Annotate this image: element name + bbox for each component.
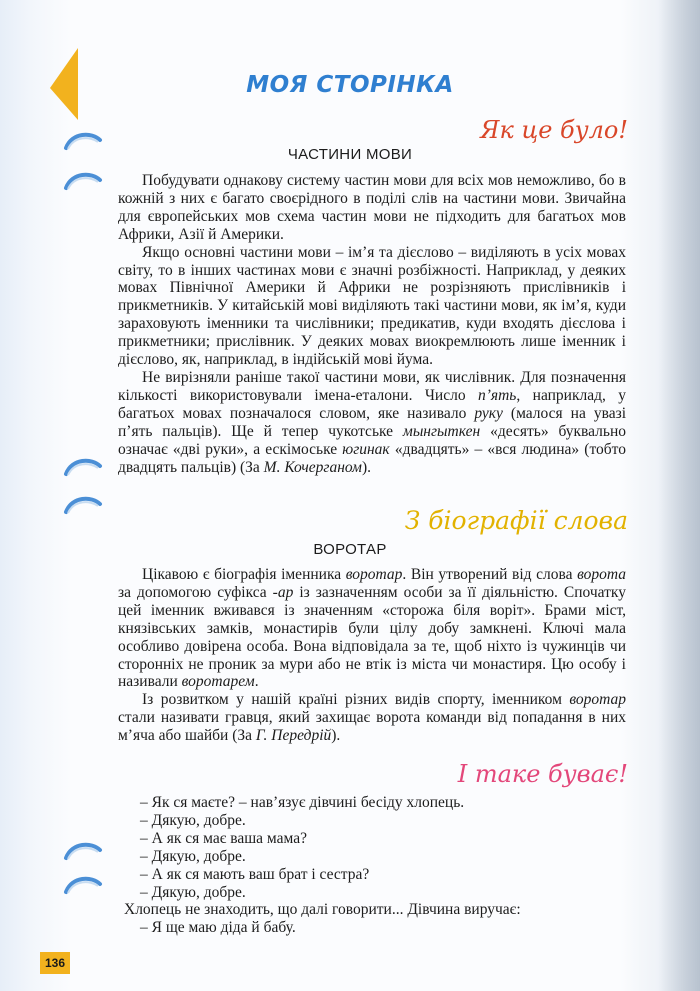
binder-ring-icon: [62, 874, 104, 896]
text-run: .: [254, 673, 259, 691]
dialog-line: Хлопець не знаходить, що далі говорити... Дівчина виручає:: [124, 901, 521, 919]
page-number: 136: [40, 952, 70, 974]
binder-ring-icon: [62, 130, 104, 152]
dialog-line: – Дякую, добре.: [140, 847, 246, 865]
italic-term: югинак: [342, 440, 390, 458]
dialog-line: – Як ся маєте? – нав’язує дівчині бесіду хлопець.: [140, 794, 465, 811]
text-run: Із розвитком у нашій країні різних видів спорту, іменником: [142, 691, 570, 709]
italic-term: воротар: [569, 691, 626, 709]
italic-term: руку: [474, 404, 503, 422]
rubric-it-happens: І таке буває!: [457, 760, 628, 788]
dialog-line: – Дякую, добре.: [140, 811, 246, 829]
text-run: Якщо основні частини мови – ім’я та дієслово – виділяють в усіх мовах світу, то в інших частинах мови є значні розбіжності. Наприклад, у деяких мовах Північної Америки й Африки не розрізняють прислівників і прикметників. У китайській мові виділяють такі частини мови, як ім’я, куди зараховують іменники та числівники; предикатив, куди входять дієслова і прикметники; прислівник. У деяких мовах виокремлюють лише іменник і дієслово, як, наприклад, в індійській мові йума.: [118, 243, 626, 369]
text-run: Побудувати однакову систему частин мови для всіх мов неможливо, бо в кожній з них є багато своєрідного в поділі слів на частини мови. Звичайна для європейських мов схема частин мови не підходить для багатьох мов Африки, Азії й Америки.: [118, 172, 626, 243]
paragraph: [118, 566, 626, 691]
text-run: (малося на увазі п’ять пальців). Ще й тепер чукотське: [118, 404, 627, 440]
text-run: «двадцять» – «вся людина» (тобто двадцять пальців) (За: [118, 440, 626, 476]
text-run: ).: [361, 458, 371, 476]
text-run: Цікавою є біографія іменника: [142, 566, 346, 583]
heading-parts-of-speech: ЧАСТИНИ МОВИ: [287, 146, 413, 163]
text-run: . Він утворений від слова: [402, 566, 578, 583]
rubric-how-it-was: Як це було!: [480, 116, 628, 144]
text-run: , наприклад, у багатьох мовах позначалося словом, яке називало: [118, 386, 627, 422]
italic-term: воротарем: [181, 673, 255, 691]
italic-term: -ар: [272, 583, 294, 601]
heading-goalkeeper: ВОРОТАР: [313, 541, 387, 558]
text-run: за допомогою суфікса: [118, 583, 273, 601]
binder-ring-icon: [62, 456, 104, 478]
italic-term: Г. Передрій: [255, 727, 332, 745]
paragraph: [118, 369, 626, 476]
dialog-line: – А як ся має ваша мама?: [140, 829, 307, 847]
binder-ring-icon: [62, 170, 104, 192]
paragraph: [118, 244, 626, 369]
italic-term: мынгыткен: [402, 422, 481, 440]
italic-term: воротар: [345, 566, 403, 583]
dialog-line: – Я ще маю діда й бабу.: [140, 919, 296, 937]
section-text-goalkeeper: [118, 566, 626, 745]
page-title: МОЯ СТОРІНКА: [246, 72, 454, 98]
text-run: Не вирізняли раніше такої частини мови, як числівник. Для позначення кількості використовували імена-еталони. Число: [118, 368, 626, 404]
dialog-block: [124, 794, 620, 937]
dialog-line: – А як ся мають ваш брат і сестра?: [140, 865, 370, 883]
section-text-parts-of-speech: [118, 172, 626, 476]
italic-term: ворота: [577, 566, 626, 583]
text-run: ).: [331, 727, 341, 745]
dialog-line: – Дякую, добре.: [140, 883, 246, 901]
text-run: «десять» буквально означає «дві руки», а ескімоське: [118, 422, 626, 458]
paragraph: [118, 172, 626, 244]
text-run: із зазначенням особи за її діяльністю. Спочатку цей іменник вживався із значенням «сторожа біля воріт». Брами міст, князівських замків, монастирів були цілу добу замкнені. Ключі мала особливо довірена особа. Вона відповідала за те, щоб ніхто із чужинців чи сторонніх не проник за мури або не втік із міста чи монастиря. Цю особу і називали: [118, 583, 626, 691]
text-run: стали називати гравця, який захищає ворота команди від попадання в них м’яча або шайби (За: [118, 709, 626, 745]
binder-ring-icon: [62, 840, 104, 862]
italic-term: п’ять: [478, 386, 517, 404]
rubric-word-biography: З біографії слова: [404, 506, 628, 535]
paragraph: [118, 691, 626, 745]
italic-term: М. Кочерганом: [263, 458, 362, 476]
binder-ring-icon: [62, 494, 104, 516]
